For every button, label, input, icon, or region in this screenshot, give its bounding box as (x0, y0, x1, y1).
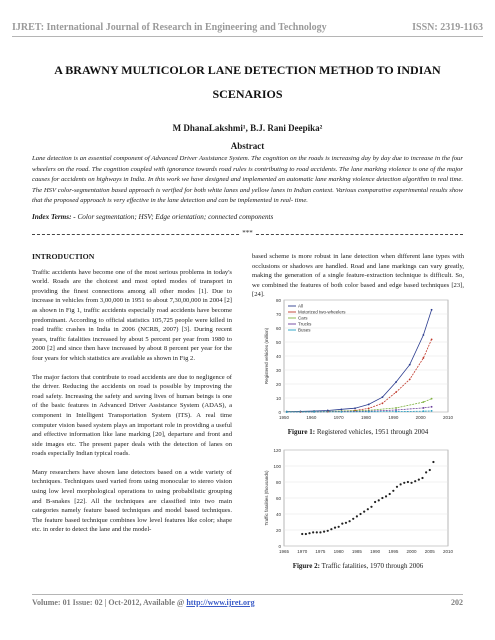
legend-label: Motorized two-wheelers (298, 309, 346, 315)
data-point (429, 469, 431, 471)
figure-1-caption-text: Registered vehicles, 1951 through 2004 (315, 428, 429, 436)
y-tick-label: 0 (278, 410, 281, 415)
data-point (370, 506, 372, 508)
data-point (381, 497, 383, 499)
x-tick-label: 1950 (278, 415, 290, 420)
data-point (367, 508, 369, 510)
data-point (305, 533, 307, 535)
y-tick-label: 30 (275, 368, 281, 373)
data-point (341, 408, 343, 410)
title-line-1: A BRAWNY MULTICOLOR LANE DETECTION METHOD TO INDIAN (54, 63, 441, 77)
y-tick-label: 100 (273, 464, 281, 469)
data-point (359, 513, 361, 515)
y-tick-label: 40 (275, 512, 281, 517)
data-point (308, 532, 310, 534)
data-point (378, 499, 380, 501)
data-point (395, 381, 397, 383)
index-terms-label: Index Terms: - (32, 213, 76, 221)
data-point (423, 401, 425, 403)
y-tick-label: 120 (273, 448, 281, 453)
data-point (395, 391, 397, 393)
data-point (403, 482, 405, 484)
data-point (385, 495, 387, 497)
x-tick-label: 2005 (424, 549, 435, 554)
data-point (356, 515, 358, 517)
data-point (286, 411, 288, 413)
page-number: 202 (451, 598, 463, 607)
x-tick-label: 1995 (388, 549, 399, 554)
figure-1-chart (258, 296, 458, 424)
x-tick-label: 1990 (370, 549, 381, 554)
data-point (396, 486, 398, 488)
data-point (421, 477, 423, 479)
y-tick-label: 70 (275, 312, 281, 317)
y-tick-label: 80 (275, 298, 281, 303)
data-point (338, 526, 340, 528)
data-point (431, 398, 433, 400)
separator-stars: *** (242, 229, 253, 237)
y-tick-label: 60 (275, 326, 281, 331)
header-rule (12, 36, 483, 37)
data-point (341, 411, 343, 413)
data-point (352, 518, 354, 520)
data-point (418, 479, 420, 481)
data-point (382, 396, 384, 398)
figure-2-caption-text: Traffic fatalities, 1970 through 2006 (319, 562, 424, 570)
x-tick-label: 2000 (415, 415, 426, 420)
abstract-heading: Abstract (230, 141, 265, 151)
data-point (341, 523, 343, 525)
legend-label: Trucks (298, 321, 312, 327)
section-separator (32, 230, 463, 238)
data-point (354, 407, 356, 409)
x-tick-label: 1980 (360, 415, 372, 420)
data-point (374, 501, 376, 503)
abstract-text: Lane detection is an essential component of Advanced Driver Assistance System. The cognition on the roads is increasing day by day due to increase in the four wheelers on the road. The cognition coupled with ignorance towards road rules is contributing to road accidents. The lane marking violence is one of the major causes for accidents on highways in India. In this work we have designed and implemented an automatic lane marking violence detection algorithm in real time. The HSV color-segmentation based approach is verified for both white lanes and yellow lanes in Indian context. Various comparative experimental results show that the proposed approach is very effective in the lane detection and can be implemented in real- time. (32, 155, 463, 205)
figure-1-caption (252, 428, 464, 436)
data-point (431, 410, 433, 412)
figure-2-caption (252, 562, 464, 570)
data-point (316, 531, 318, 533)
y-tick-label: 50 (275, 340, 281, 345)
y-axis-label: Registered vehicles (million) (264, 327, 269, 385)
data-point (423, 407, 425, 409)
series-line (287, 339, 432, 412)
data-point (363, 511, 365, 513)
legend-label: All (298, 303, 304, 309)
footer-url-link[interactable]: http://www.ijret.org (186, 598, 255, 607)
data-point (432, 461, 434, 463)
data-point (431, 406, 433, 408)
index-terms (32, 213, 463, 221)
data-point (423, 334, 425, 336)
data-point (312, 531, 314, 533)
data-point (330, 528, 332, 530)
footer-volume: Volume: 01 Issue: 02 | Oct-2012, Available @ (32, 598, 187, 607)
data-point (423, 410, 425, 412)
legend-label: Cars (298, 315, 308, 321)
y-tick-label: 20 (275, 382, 281, 387)
title-line-2: SCENARIOS (212, 87, 283, 101)
data-point (407, 481, 409, 483)
y-tick-label: 10 (275, 396, 281, 401)
data-point (410, 482, 412, 484)
x-tick-label: 1980 (333, 549, 344, 554)
data-point (425, 471, 427, 473)
data-point (409, 378, 411, 380)
left-column (32, 252, 232, 544)
x-tick-label: 1975 (315, 549, 326, 554)
x-tick-label: 2010 (442, 549, 454, 554)
x-tick-label: 1970 (297, 549, 308, 554)
y-tick-label: 40 (275, 354, 281, 359)
x-tick-label: 1970 (333, 415, 344, 420)
x-tick-label: 1965 (278, 549, 290, 554)
data-point (368, 404, 370, 406)
footer (32, 598, 463, 607)
data-point (400, 483, 402, 485)
data-point (301, 533, 303, 535)
figure-1-label: Figure 1: (287, 428, 316, 436)
footer-rule (32, 594, 463, 595)
x-tick-label: 1985 (351, 549, 362, 554)
data-point (395, 409, 397, 411)
journal-name: IJRET: International Journal of Research in Engineering and Technology (12, 22, 327, 33)
x-tick-label: 1960 (306, 415, 317, 420)
data-point (392, 490, 394, 492)
data-point (395, 411, 397, 413)
data-point (368, 411, 370, 413)
y-tick-label: 0 (278, 544, 281, 549)
data-point (409, 364, 411, 366)
x-tick-label: 1990 (388, 415, 399, 420)
y-tick-label: 80 (275, 480, 281, 485)
data-point (382, 402, 384, 404)
intro-paragraph-3: Many researchers have shown lane detectors based on a wide variety of techniques. Techniques used varied from using monocular to stereo vision using low level morphological operations to using probabilistic grouping and B-snakes [22]. All the techniques are classified into two main categories namely feature based techniques and model based techniques. The feature based technique combines low level features like color; shape etc. in order to detect the lane and the model- (32, 468, 232, 534)
intro-paragraph-2: The major factors that contribute to road accidents are due to negligence of the driver. Reducing the accidents on road is possible by improving the road safety. Increasing the safety and saving lives of human beings is one of the basic features in Advanced Driver Assistance System (ADAS), a component in Intelligent Transportation System (ITS). A real time computer vision based system plays an important role in providing a useful and effective information like lane marking [20], departure and front and side images etc. The present paper deals with the detection of lanes on roads especially Indian typical roads. (32, 373, 232, 458)
data-point (313, 411, 315, 413)
y-tick-label: 20 (275, 528, 281, 533)
paper-title (20, 58, 475, 106)
x-tick-label: 2000 (406, 549, 417, 554)
intro-heading: INTRODUCTION (32, 252, 95, 261)
intro-paragraph-1: Traffic accidents have become one of the most serious problems in today's world. Roads are the choicest and most opted modes of transport in providing the finest connections among all other modes [1]. Due to increase in vehicles from 3,00,000 in 1951 to about 7,30,00,000 in 2004 [2] as shown in Fig 1, traffic accidents especially road accidents have become predominant. According to official statistics 105,725 people were killed in road traffic crashes in India in 2006 (NCRB, 2007) [3]. During recent years, traffic fatalities increased by about 5 percent per year from 1980 to 2000 [2] and since then have increased by about 8 percent per year for the four years for which statistics are available as shown in Fig 2. (32, 268, 232, 362)
data-point (414, 480, 416, 482)
data-point (395, 407, 397, 409)
data-point (431, 338, 433, 340)
data-point (345, 522, 347, 524)
data-point (389, 493, 391, 495)
y-axis-label: Traffic fatalities (thousands) (264, 470, 269, 526)
data-point (327, 530, 329, 532)
index-terms-text: Color segmentation; HSV; Edge orientation; connected components (75, 213, 274, 221)
data-point (423, 357, 425, 359)
figure-2-chart (258, 446, 458, 558)
data-point (334, 527, 336, 529)
right-paragraph-1: based scheme is more robust in lane detection when different lane types with occlusions or shadows are handled. Road and lane markings can vary greatly, making the generation of a single feature-extraction technique is difficult. So, we combined the features of both color based and edge based techniques [23], [24]. (252, 253, 464, 299)
authors: M DhanaLakshmi¹, B.J. Rani Deepika² (172, 123, 323, 133)
running-header (12, 22, 483, 42)
data-point (349, 520, 351, 522)
issn: ISSN: 2319-1163 (412, 22, 483, 33)
data-point (323, 531, 325, 533)
data-point (319, 531, 321, 533)
x-tick-label: 2010 (442, 415, 454, 420)
figure-2-label: Figure 2: (292, 562, 320, 570)
legend-label: Buses (298, 327, 311, 333)
data-point (368, 407, 370, 409)
y-tick-label: 60 (275, 496, 281, 501)
data-point (431, 309, 433, 311)
